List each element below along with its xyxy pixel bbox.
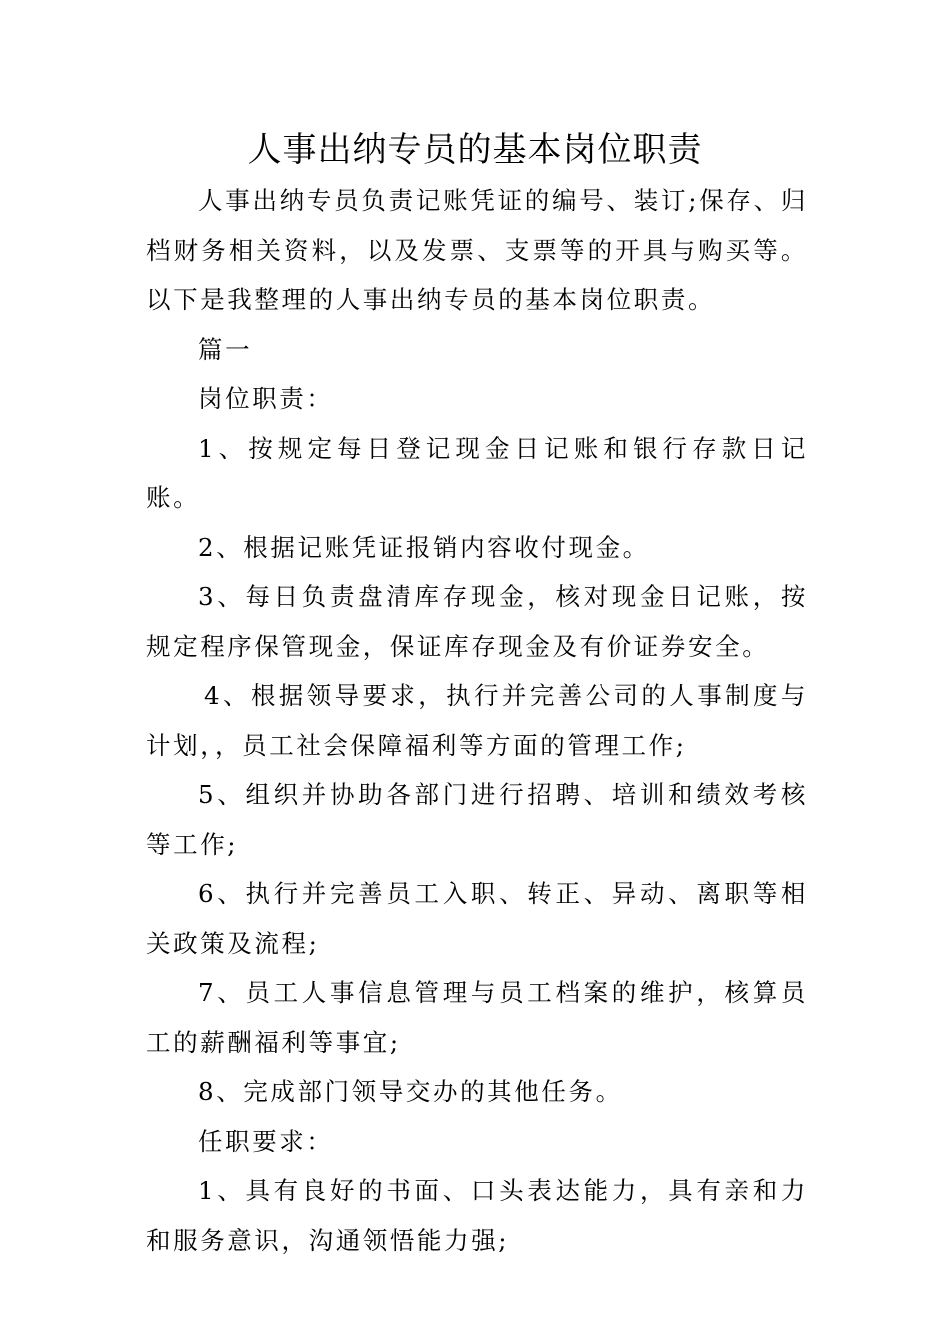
document-title: 人事出纳专员的基本岗位职责 xyxy=(247,130,703,170)
section-heading-duties: 岗位职责： xyxy=(198,384,334,413)
duty-item-7: 7、员工人事信息管理与员工档案的维护，核算员工的薪酬福利等事宜; xyxy=(146,978,808,1057)
duty-item-4: 4、根据领导要求，执行并完善公司的人事制度与计划，，员工社会保障福利等方面的管理工作; xyxy=(146,681,808,760)
duty-item-1: 1、按规定每日登记现金日记账和银行存款日记账。 xyxy=(146,433,808,512)
duty-item-5: 5、组织并协助各部门进行招聘、培训和绩效考核等工作; xyxy=(146,780,808,859)
duty-item-3: 3、每日负责盘清库存现金，核对现金日记账，按规定程序保管现金，保证库存现金及有价证券安全。 xyxy=(146,582,808,661)
section-heading-requirements: 任职要求： xyxy=(198,1126,334,1156)
duty-item-6: 6、执行并完善员工入职、转正、异动、离职等相关政策及流程; xyxy=(146,879,808,958)
duty-item-8: 8、完成部门领导交办的其他任务。 xyxy=(198,1077,623,1106)
requirement-item-1: 1、具有良好的书面、口头表达能力，具有亲和力和服务意识，沟通领悟能力强; xyxy=(146,1176,808,1255)
section-heading-part-one: 篇一 xyxy=(198,334,253,364)
intro-paragraph: 人事出纳专员负责记账凭证的编号、装订;保存、归档财务相关资料，以及发票、支票等的开具与购买等。以下是我整理的人事出纳专员的基本岗位职责。 xyxy=(146,186,808,314)
duty-item-2: 2、根据记账凭证报销内容收付现金。 xyxy=(198,532,650,562)
document-body xyxy=(146,176,808,1265)
